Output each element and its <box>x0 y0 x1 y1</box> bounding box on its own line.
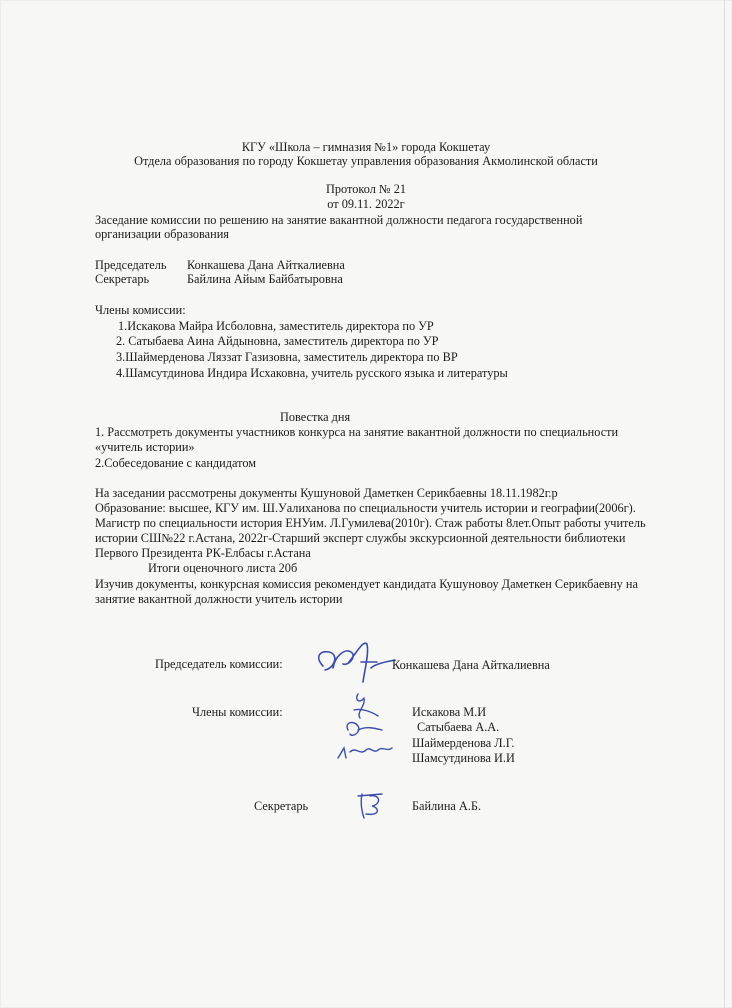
signature-members-label: Члены комиссии: <box>192 705 283 719</box>
secretary-name: Байлина Айым Байбатыровна <box>187 272 343 286</box>
agenda-line: 1. Рассмотреть документы участников конкурса на занятие вакантной должности по специальности <box>95 425 619 439</box>
signature-secretary-label: Секретарь <box>254 799 309 813</box>
department-title: Отдела образования по городу Кокшетау управления образования Акмолинской области <box>134 154 598 168</box>
conclusion-line: Изучив документы, конкурсная комиссия рекомендует кандидата Кушуновоу Даметкен Серикбаевну на <box>95 577 638 591</box>
body-line: истории СШ№22 г.Астана, 2022г-Старший эксперт службы экскурсионной деятельности библиотеки <box>95 531 626 545</box>
body-line: Первого Президента РК-Елбасы г.Астана <box>95 546 311 560</box>
signature-member-name: Шамсутдинова И.И <box>412 751 515 765</box>
chair-signature-mark <box>305 638 400 688</box>
members-title: Члены комиссии: <box>95 303 186 317</box>
subject-line-1: Заседание комиссии по решению на занятие вакантной должности педагога государственной <box>95 213 583 227</box>
secretary-signature-mark <box>350 786 390 822</box>
signature-member-name: Сатыбаева А.А. <box>417 720 500 734</box>
agenda-title: Повестка дня <box>280 410 351 424</box>
member-item: 3.Шаймерденова Ляззат Газизовна, заместитель директора по ВР <box>116 350 458 364</box>
signature-chair-name: Конкашева Дана Айткалиевна <box>392 658 550 672</box>
signature-member-name: Искакова М.И <box>412 705 487 719</box>
agenda-line: «учитель истории» <box>95 440 195 454</box>
member-item: 2. Сатыбаева Аина Айдыновна, заместитель директора по УР <box>116 334 439 348</box>
member-item: 1.Искакова Майра Исболовна, заместитель директора по УР <box>118 319 434 333</box>
agenda-line: 2.Собеседование с кандидатом <box>95 456 257 470</box>
body-line: На заседании рассмотрены документы Кушуновой Даметкен Серикбаевны 18.11.1982г.р <box>95 486 558 500</box>
signature-member-name: Шаймерденова Л.Г. <box>412 736 515 750</box>
chair-label: Председатель <box>95 258 167 272</box>
conclusion-line: занятие вакантной должности учитель истории <box>95 592 343 606</box>
protocol-date: от 09.11. 2022г <box>327 197 405 211</box>
signature-secretary-name: Байлина А.Б. <box>412 799 482 813</box>
body-line: Магистр по специальности история ЕНУим. Л.Гумилева(2010г). Стаж работы 8лет.Опыт работы учитель <box>95 516 646 530</box>
member-item: 4.Шамсутдинова Индира Исхаковна, учитель русского языка и литературы <box>116 366 508 380</box>
score-line: Итоги оценочного листа 20б <box>148 561 298 575</box>
chair-name: Конкашева Дана Айткалиевна <box>187 258 345 272</box>
subject-line-2: организации образования <box>95 227 229 241</box>
signature-chair-label: Председатель комиссии: <box>155 657 283 671</box>
org-title: КГУ «Школа – гимназия №1» города Кокшетау <box>241 140 491 154</box>
body-line: Образование: высшее, КГУ им. Ш.Уалиханова по специальности учитель истории и географии(2006г). <box>95 501 636 515</box>
protocol-number: Протокол № 21 <box>325 182 407 196</box>
secretary-label: Секретарь <box>95 272 150 286</box>
members-signature-marks <box>330 690 400 770</box>
